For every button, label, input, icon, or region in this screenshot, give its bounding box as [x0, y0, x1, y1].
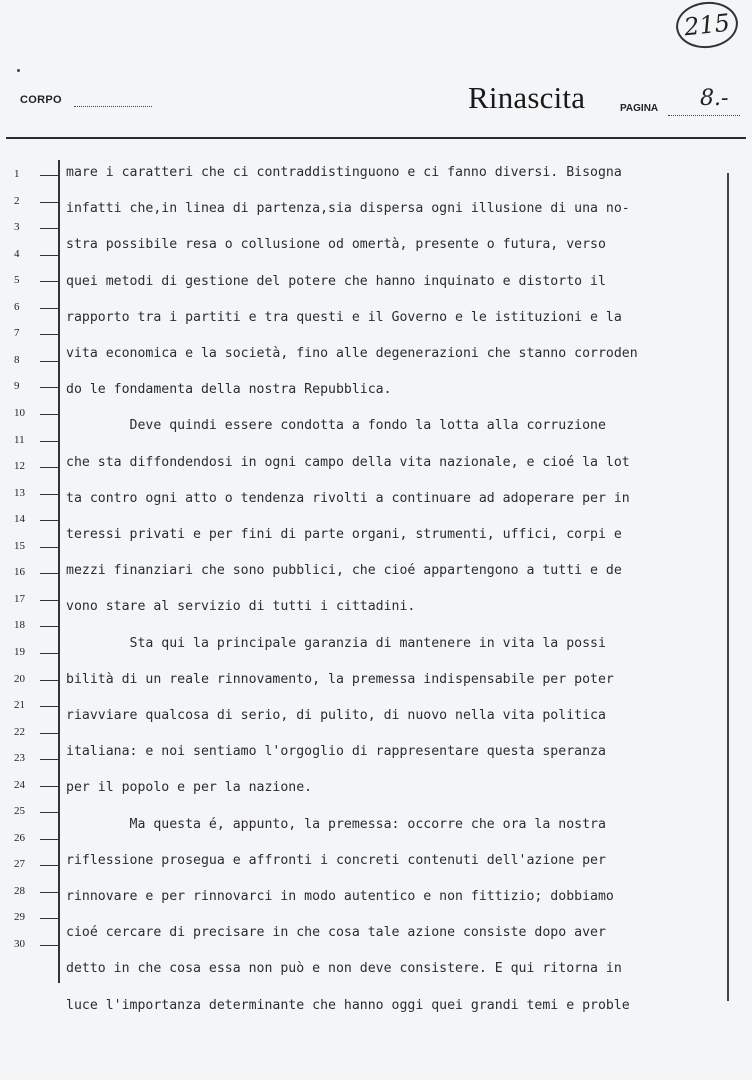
- line-number: 9: [14, 387, 58, 399]
- line-number: 13: [14, 494, 58, 506]
- corpo-label: CORPO: [20, 94, 62, 106]
- line-number: 3: [14, 228, 58, 240]
- text-line: vita economica e la società, fino alle degenerazioni che stanno corroden: [66, 346, 638, 361]
- line-number: 20: [14, 680, 58, 692]
- line-number: 22: [14, 733, 58, 745]
- text-line: Sta qui la principale garanzia di mantenere in vita la possi: [66, 635, 606, 651]
- handwritten-page-number: 8.-: [700, 86, 729, 111]
- line-number: 29: [14, 918, 58, 930]
- text-line: luce l'importanza determinante che hanno oggi quei grandi temi e proble: [66, 997, 630, 1013]
- header-rule: [6, 137, 746, 139]
- line-number: 24: [14, 786, 58, 798]
- text-line: do le fondamenta della nostra Repubblica.: [66, 382, 392, 398]
- text-line: vono stare al servizio di tutti i cittadini.: [66, 599, 416, 615]
- text-line: teressi privati e per fini di parte organi, strumenti, uffici, corpi e: [66, 527, 622, 542]
- text-line: detto in che cosa essa non può e non deve consistere. E qui ritorna in: [66, 961, 622, 977]
- line-number: 28: [14, 892, 58, 904]
- text-line: per il popolo e per la nazione.: [66, 780, 313, 796]
- text-line: ta contro ogni atto o tendenza rivolti a continuare ad adoperare per in: [66, 490, 630, 506]
- text-line: riflessione prosegua e affronti i concreti contenuti dell'azione per: [66, 852, 606, 868]
- line-number: 25: [14, 812, 58, 824]
- handwritten-page-stamp: 215: [674, 0, 740, 51]
- line-number: 16: [14, 573, 58, 585]
- line-number: 11: [14, 441, 58, 453]
- line-number: 19: [14, 653, 58, 665]
- line-number: 12: [14, 467, 58, 479]
- text-line: italiana: e noi sentiamo l'orgoglio di rappresentare questa speranza: [66, 744, 606, 760]
- line-number: 1: [14, 175, 58, 187]
- pagina-dotted-field: [668, 115, 740, 116]
- text-line: infatti che,in linea di partenza,sia dispersa ogni illusione di una no-: [66, 201, 630, 217]
- corpo-dotted-field: [74, 106, 152, 107]
- margin-gutter-line: [58, 160, 60, 983]
- line-number: 26: [14, 839, 58, 851]
- line-number: 14: [14, 520, 58, 532]
- line-number: 2: [14, 202, 58, 214]
- text-line: mezzi finanziari che sono pubblici, che cioé appartengono a tutti e de: [66, 563, 622, 579]
- text-line: quei metodi di gestione del potere che hanno inquinato e distorto il: [66, 273, 606, 289]
- line-number: 30: [14, 945, 58, 957]
- text-line: Ma questa é, appunto, la premessa: occorre che ora la nostra: [66, 816, 606, 832]
- text-line: che sta diffondendosi in ogni campo della vita nazionale, e cioé la lot: [66, 454, 630, 470]
- line-number: 18: [14, 626, 58, 638]
- text-line: mare i caratteri che ci contraddistinguono e ci fanno diversi. Bisogna: [66, 165, 622, 180]
- text-line: cioé cercare di precisare in che cosa tale azione consiste dopo aver: [66, 925, 606, 941]
- line-number: 6: [14, 308, 58, 320]
- line-number: 7: [14, 334, 58, 346]
- text-line: rinnovare e per rinnovarci in modo autentico e non fittizio; dobbiamo: [66, 889, 614, 904]
- line-number: 17: [14, 600, 58, 612]
- text-line: riavviare qualcosa di serio, di pulito, di nuovo nella vita politica: [66, 708, 606, 723]
- line-number: 21: [14, 706, 58, 718]
- text-line: Deve quindi essere condotta a fondo la lotta alla corruzione: [66, 418, 606, 434]
- right-margin-line: [727, 173, 729, 1001]
- pagina-label: PAGINA: [620, 103, 659, 114]
- line-number: 15: [14, 547, 58, 559]
- text-line: stra possibile resa o collusione od omertà, presente o futura, verso: [66, 237, 606, 253]
- text-line: rapporto tra i partiti e tra questi e il Governo e le istituzioni e la: [66, 309, 622, 325]
- line-number: 23: [14, 759, 58, 771]
- masthead-rinascita: Rinascita: [468, 80, 586, 115]
- line-number: 4: [14, 255, 58, 267]
- line-number: 8: [14, 361, 58, 373]
- ink-speck: [17, 69, 20, 72]
- text-line: bilità di un reale rinnovamento, la premessa indispensabile per poter: [66, 671, 614, 687]
- line-number: 5: [14, 281, 58, 293]
- line-number: 10: [14, 414, 58, 426]
- line-number: 27: [14, 865, 58, 877]
